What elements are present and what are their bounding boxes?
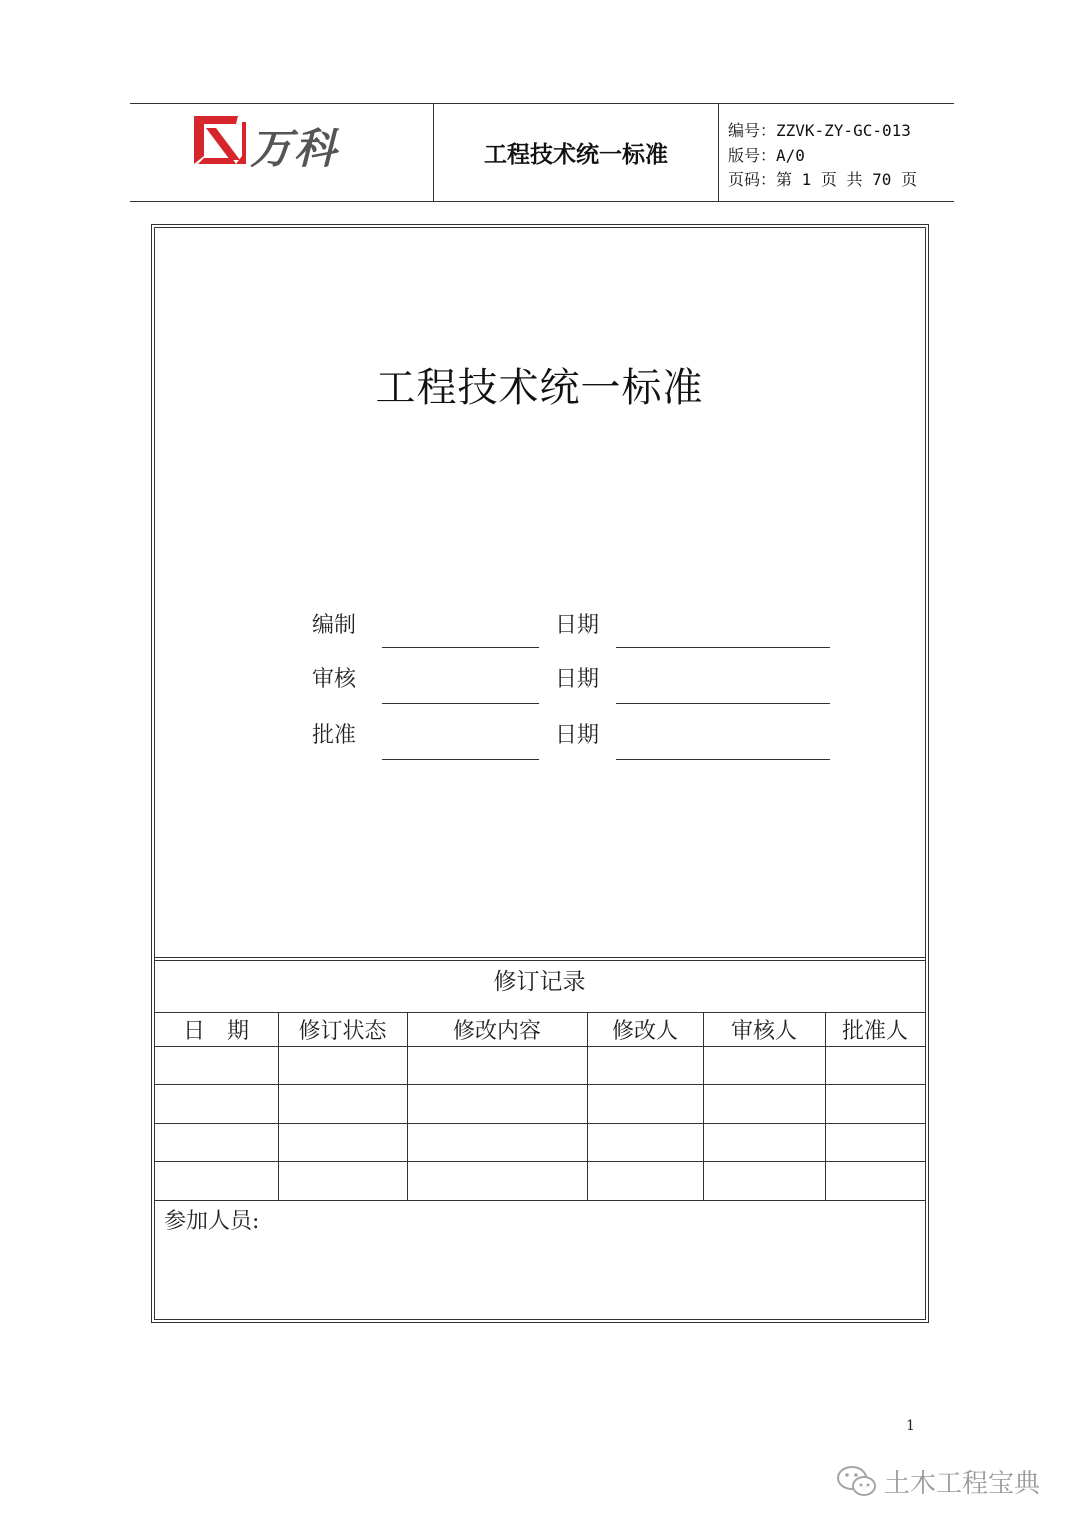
page-number: 1	[906, 1418, 915, 1434]
header-divider	[718, 103, 719, 201]
col-header-reviewer: 审核人	[730, 1019, 797, 1044]
header-top-rule	[130, 103, 954, 104]
doc-version: 版号：A/0	[728, 146, 805, 165]
table-rule	[154, 1012, 925, 1013]
table-rule	[154, 1123, 925, 1124]
header-title: 工程技术统一标准	[484, 142, 668, 168]
vanke-logo-icon	[192, 112, 252, 168]
sig-date-label: 日期	[555, 723, 600, 748]
col-header-date: 日 期	[182, 1019, 249, 1044]
participants-label: 参加人员:	[164, 1209, 260, 1234]
doc-page-info: 页码：第 1 页 共 70 页	[728, 170, 918, 189]
sig-line-review[interactable]	[382, 703, 539, 704]
sig-date-label: 日期	[555, 667, 600, 692]
wechat-icon	[832, 1460, 882, 1500]
sig-role-review: 审核	[312, 667, 357, 692]
sig-line-approve[interactable]	[382, 759, 539, 760]
col-header-content: 修改内容	[452, 1019, 541, 1044]
table-rule	[154, 1200, 925, 1201]
doc-code: 编号：ZZVK-ZY-GC-013	[728, 121, 911, 140]
logo-text: 万科	[250, 124, 339, 173]
sig-date-line[interactable]	[616, 647, 830, 648]
sig-date-line[interactable]	[616, 703, 830, 704]
table-rule	[154, 1084, 925, 1085]
watermark-text: 土木工程宝典	[884, 1469, 1041, 1499]
sig-line-compile[interactable]	[382, 647, 539, 648]
revision-title: 修订记录	[493, 969, 586, 995]
frame-divider	[154, 957, 925, 958]
table-rule	[154, 1046, 925, 1047]
col-header-approver: 批准人	[841, 1019, 908, 1044]
col-header-status: 修订状态	[298, 1019, 387, 1044]
sig-date-line[interactable]	[616, 759, 830, 760]
header-bottom-rule	[130, 201, 954, 202]
sig-role-compile: 编制	[312, 613, 357, 638]
table-rule	[154, 1161, 925, 1162]
sig-role-approve: 批准	[312, 723, 357, 748]
sig-date-label: 日期	[555, 613, 600, 638]
col-header-modifier: 修改人	[611, 1019, 678, 1044]
document-title: 工程技术统一标准	[375, 365, 704, 411]
frame-divider	[154, 960, 925, 961]
